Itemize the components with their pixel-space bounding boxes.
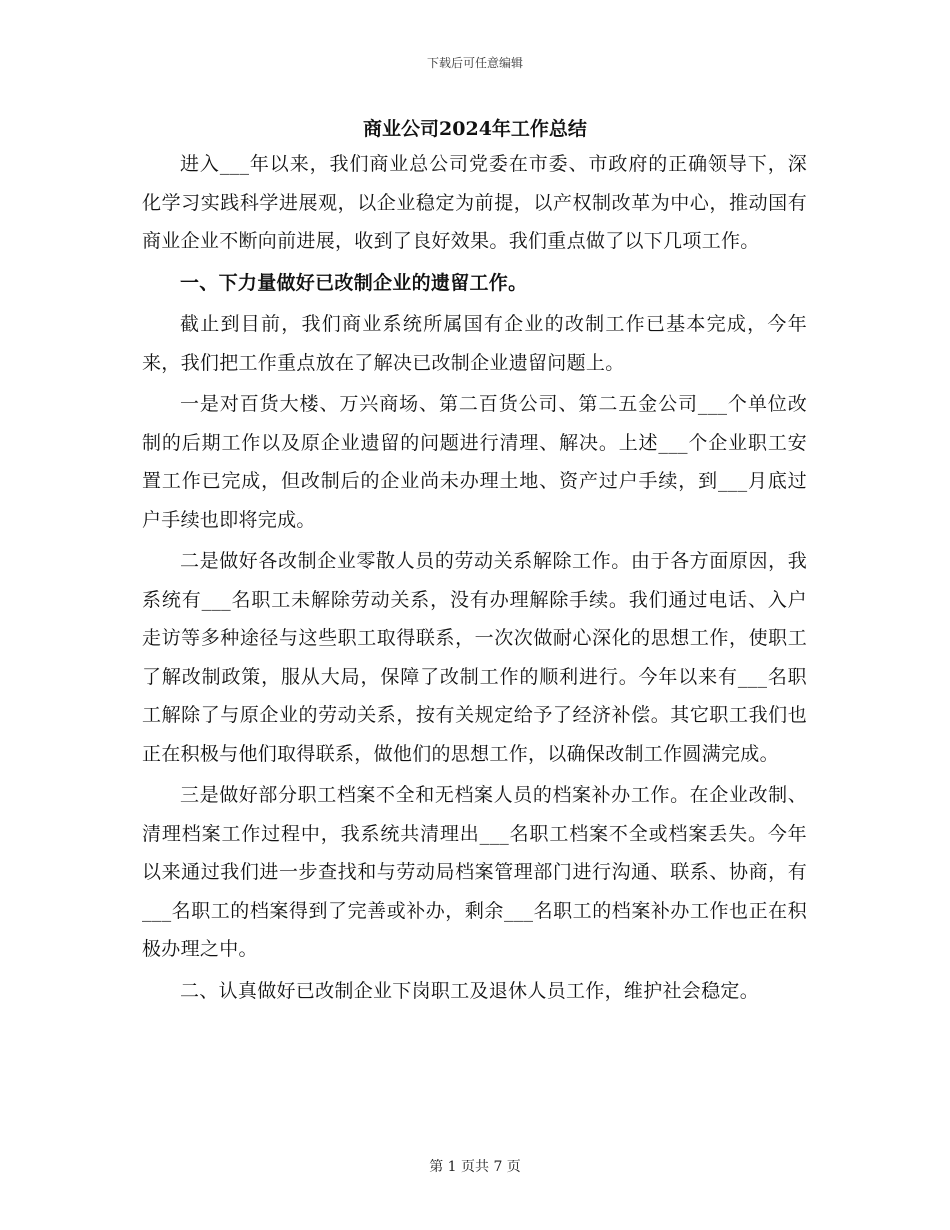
item-3-paragraph: 三是做好部分职工档案不全和无档案人员的档案补办工作。在企业改制、清理档案工作过程中，我系统共清理出___名职工档案不全或档案丢失。今年以来通过我们进一步查找和与劳动局档案管理部门进行沟通、联系、协商，有___名职工的档案得到了完善或补办，剩余___名职工的档案补办工作也正在积极办理之中。	[142, 784, 807, 960]
document-title: 商业公司2024年工作总结	[363, 118, 587, 140]
item-2-paragraph: 二是做好各改制企业零散人员的劳动关系解除工作。由于各方面原因，我系统有___名职工未解除劳动关系，没有办理解除手续。我们通过电话、入户走访等多种途径与这些职工取得联系，一次次做耐心深化的思想工作，使职工了解改制政策，服从大局，保障了改制工作的顺利进行。今年以来有___名职工解除了与原企业的劳动关系，按有关规定给予了经济补偿。其它职工我们也正在积极与他们取得联系，做他们的思想工作，以确保改制工作圆满完成。	[142, 550, 807, 765]
page-number: 第 1 页共 7 页	[429, 1159, 521, 1175]
section-1-summary-paragraph: 截止到目前，我们商业系统所属国有企业的改制工作已基本完成，今年来，我们把工作重点放在了解决已改制企业遗留问题上。	[142, 313, 807, 374]
page-header-note: 下载后可任意编辑	[426, 56, 523, 70]
section-heading-2: 二、认真做好已改制企业下岗职工及退休人员工作，维护社会稳定。	[180, 979, 760, 1002]
document-body	[142, 145, 807, 1013]
intro-paragraph: 进入___年以来，我们商业总公司党委在市委、市政府的正确领导下，深化学习实践科学进展观，以企业稳定为前提，以产权制改革为中心，推动国有商业企业不断向前进展，收到了良好效果。我们重点做了以下几项工作。	[142, 153, 807, 252]
item-1-paragraph: 一是对百货大楼、万兴商场、第二百货公司、第二五金公司___个单位改制的后期工作以及原企业遗留的问题进行清理、解决。上述___个企业职工安置工作已完成，但改制后的企业尚未办理土地、资产过户手续，到___月底过户手续也即将完成。	[142, 393, 807, 531]
section-heading-1: 一、下力量做好已改制企业的遗留工作。	[180, 271, 528, 294]
